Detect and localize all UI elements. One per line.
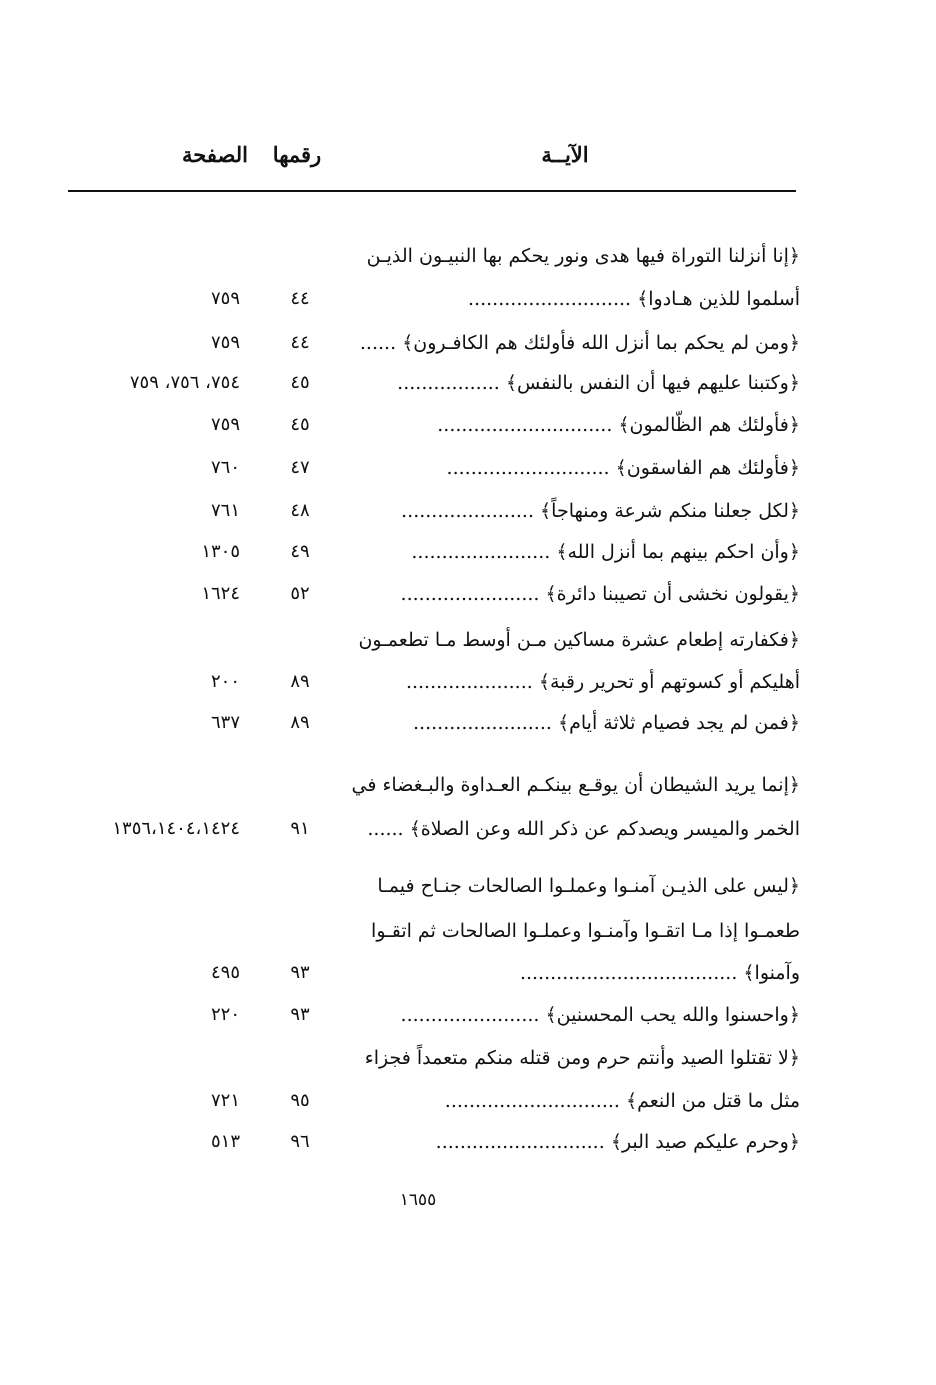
page-references: ١٦٢٤ [201, 583, 240, 604]
verse-number: ٤٨ [290, 500, 310, 521]
verse-text [342, 995, 800, 1035]
verse-number: ٩١ [290, 818, 310, 839]
index-row [0, 491, 936, 531]
verse-text [342, 953, 800, 993]
leader-dots: ............................. [437, 414, 619, 436]
verse-number: ٩٥ [290, 1090, 310, 1111]
verse-text-content: ﴿فأولئك هم الظّالمون﴾ [618, 414, 800, 436]
leader-dots: ............................ [435, 1131, 611, 1153]
index-row [0, 323, 936, 363]
page-references: ٢٢٠ [210, 1004, 240, 1025]
index-row [0, 1038, 936, 1078]
verse-text [342, 448, 800, 488]
page-references [50, 866, 240, 906]
verse-number: ٤٩ [290, 541, 310, 562]
verse-text-content: ﴿لا تقتلوا الصيد وأنتم حرم ومن قتله منكم متعمداً فجزاء [364, 1047, 800, 1069]
index-row [0, 953, 936, 993]
leader-dots: ...... [367, 818, 410, 840]
index-row [0, 765, 936, 805]
verse-text [342, 491, 800, 531]
page-references [50, 911, 240, 951]
page-references: ٦٣٧ [210, 712, 240, 733]
verse-text-content: مثل ما قتل من النعم﴾ [625, 1090, 800, 1112]
index-row [0, 279, 936, 319]
verse-number: ٤٥ [290, 414, 310, 435]
verse-number [270, 765, 330, 805]
verse-text [342, 1038, 800, 1078]
page-references [50, 620, 240, 660]
index-row [0, 703, 936, 743]
verse-text-content: وآمنوا﴾ [743, 962, 800, 984]
verse-column-header: الآيــة [541, 142, 589, 167]
page-references: ٧٥٤، ٧٥٦، ٧٥٩ [129, 372, 240, 393]
page-references: ٧٥٩ [210, 332, 240, 353]
index-row [0, 1122, 936, 1162]
verse-number: ٥٢ [290, 583, 310, 604]
verse-text-content: ﴿فكفارته إطعام عشرة مساكين مـن أوسط مـا تطعمـون [358, 629, 800, 651]
verse-text-content: أهليكم أو كسوتهم أو تحرير رقبة﴾ [538, 671, 800, 693]
leader-dots: ........................... [446, 457, 616, 479]
verse-text [342, 620, 800, 660]
page-references [50, 236, 240, 276]
verse-number [270, 911, 330, 951]
verse-text-content: ﴿واحسنوا والله يحب المحسنين﴾ [545, 1004, 800, 1026]
verse-number: ٤٧ [290, 457, 310, 478]
leader-dots: .................................... [519, 962, 744, 984]
verse-text-content: ﴿لكل جعلنا منكم شرعة ومنهاجاً﴾ [540, 500, 800, 522]
verse-number: ٨٩ [290, 671, 310, 692]
verse-text [342, 662, 800, 702]
verse-text [342, 1081, 800, 1121]
page-references: ١٣٥٦،١٤٠٤،١٤٢٤ [112, 818, 240, 839]
verse-text-content: ﴿فمن لم يجد فصيام ثلاثة أيام﴾ [557, 712, 800, 734]
verse-text-content: الخمر والميسر ويصدكم عن ذكر الله وعن الصلاة﴾ [409, 818, 800, 840]
leader-dots: ....................... [400, 1004, 546, 1026]
verse-text-content: أسلموا للذين هـادوا﴾ [637, 288, 800, 310]
header-divider [68, 190, 796, 192]
verse-number: ٩٣ [290, 1004, 310, 1025]
index-row [0, 809, 936, 849]
page-references: ٧٥٩ [210, 414, 240, 435]
verse-text-content: ﴿وأن احكم بينهم بما أنزل الله﴾ [556, 541, 800, 563]
verse-text [342, 363, 800, 403]
verse-text [342, 911, 800, 951]
verse-text [342, 323, 800, 363]
verse-number: ٤٤ [290, 332, 310, 353]
page-references: ٧٦١ [210, 500, 240, 521]
leader-dots: ....................... [400, 583, 546, 605]
page-references: ٥١٣ [210, 1131, 240, 1152]
verse-text [342, 532, 800, 572]
verse-text [342, 279, 800, 319]
verse-text [342, 809, 800, 849]
verse-text [342, 703, 800, 743]
index-row [0, 866, 936, 906]
page-number: ١٦٥٥ [399, 1190, 437, 1210]
leader-dots: ..................... [405, 671, 539, 693]
verse-number: ٩٦ [290, 1131, 310, 1152]
page-references: ٢٠٠ [210, 671, 240, 692]
index-row [0, 911, 936, 951]
verse-text-content: ﴿وكتبنا عليهم فيها أن النفس بالنفس﴾ [505, 372, 800, 394]
verse-number: ٤٤ [290, 288, 310, 309]
index-row [0, 662, 936, 702]
verse-text [342, 866, 800, 906]
leader-dots: ............................. [444, 1090, 626, 1112]
verse-text-content: ﴿فأولئك هم الفاسقون﴾ [615, 457, 800, 479]
verse-number [270, 1038, 330, 1078]
page-references: ٧٥٩ [210, 288, 240, 309]
verse-text-content: ﴿وحرم عليكم صيد البر﴾ [610, 1131, 800, 1153]
page-references [50, 765, 240, 805]
index-row [0, 995, 936, 1035]
verse-number: ٨٩ [290, 712, 310, 733]
index-row [0, 620, 936, 660]
page-references: ٧٢١ [210, 1090, 240, 1111]
verse-number: ٤٥ [290, 372, 310, 393]
verse-text-content: ﴿ومن لم يحكم بما أنزل الله فأولئك هم الكافـرون﴾ [402, 332, 800, 354]
page-references [50, 1038, 240, 1078]
verse-text [342, 405, 800, 445]
verse-text [342, 236, 800, 276]
index-row [0, 363, 936, 403]
leader-dots: ........................... [468, 288, 638, 310]
page-references: ٤٩٥ [210, 962, 240, 983]
index-row [0, 1081, 936, 1121]
verse-number [270, 866, 330, 906]
leader-dots: ...................... [401, 500, 541, 522]
page-references: ٧٦٠ [210, 457, 240, 478]
leader-dots: ....................... [411, 541, 557, 563]
verse-text [342, 765, 800, 805]
index-row [0, 448, 936, 488]
leader-dots: ................. [397, 372, 506, 394]
verse-text-content: ﴿يقولون نخشى أن تصيبنا دائرة﴾ [545, 583, 800, 605]
verse-number-column-header: رقمها [272, 142, 322, 167]
index-row [0, 574, 936, 614]
verse-text-content: ﴿إنما يريد الشيطان أن يوقـع بينكـم العـداوة والبـغضاء في [351, 774, 800, 796]
leader-dots: ...... [359, 332, 403, 354]
verse-number: ٩٣ [290, 962, 310, 983]
leader-dots: ....................... [413, 712, 558, 734]
verse-text-content: ﴿إنا أنزلنا التوراة فيها هدى ونور يحكم بها النبيـون الذيـن [366, 245, 800, 267]
verse-number [270, 620, 330, 660]
index-row [0, 405, 936, 445]
page-references: ١٣٠٥ [201, 541, 240, 562]
index-row [0, 532, 936, 572]
verse-text-content: ﴿ليس على الذيـن آمنـوا وعملـوا الصالحات جنـاح فيمـا [377, 875, 800, 897]
verse-text [342, 574, 800, 614]
index-row [0, 236, 936, 276]
page-column-header: الصفحة [182, 142, 248, 167]
verse-text-content: طعمـوا إذا مـا اتقـوا وآمنـوا وعملـوا الصالحات ثم اتقـوا [371, 920, 800, 942]
verse-text [342, 1122, 800, 1162]
verse-number [270, 236, 330, 276]
